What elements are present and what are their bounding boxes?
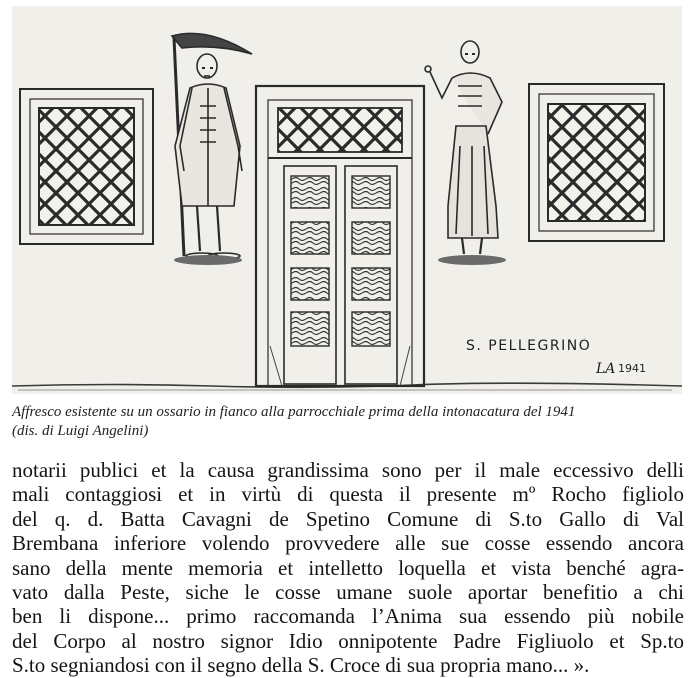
figure-caption xyxy=(12,403,687,441)
right-window xyxy=(529,84,664,241)
artist-monogram xyxy=(595,361,615,377)
year-mark: 1941 xyxy=(618,362,646,375)
svg-text:LA: LA xyxy=(596,361,616,377)
body-line-4: Brembana inferiore volendo provvedere alle sue cosse essendo ancora xyxy=(12,531,684,556)
body-paragraph xyxy=(12,458,684,678)
body-line-3: del q. d. Batta Cavagni de Spetino Comune di S.to Gallo di Val xyxy=(12,506,684,531)
signature-text: S. PELLEGRINO xyxy=(466,338,592,354)
body-line-2: mali contaggiosi et in virtù di questa il presente mº Rocho figliolo xyxy=(12,482,684,507)
body-line-7: ben li dispone... primo raccomanda l’Anima sua essendo più nobile xyxy=(12,604,684,629)
left-window xyxy=(20,89,153,244)
body-line-1: notarii publici et la causa grandissima sono per il male eccessivo delli xyxy=(12,458,684,482)
body-line-8: del Corpo al nostro signor Idio onnipotente Padre Figliuolo et Sp.to xyxy=(12,628,684,653)
caption-line-2: (dis. di Luigi Angelini) xyxy=(12,423,149,439)
body-line-6: vato dalla Peste, siche le cosse umane suole aportar benefitio a chi xyxy=(12,579,684,604)
body-line-5: sano della mente memoria et intelletto loquella et vista benché agra- xyxy=(12,555,684,580)
fresco-illustration xyxy=(12,6,682,394)
caption-line-1: Affresco esistente su un ossario in fianco alla parrocchiale prima della intonacatura del 1941 xyxy=(12,404,576,420)
body-line-9: S.to segniandosi con il segno della S. Croce di sua propria mano... ». xyxy=(12,653,590,678)
